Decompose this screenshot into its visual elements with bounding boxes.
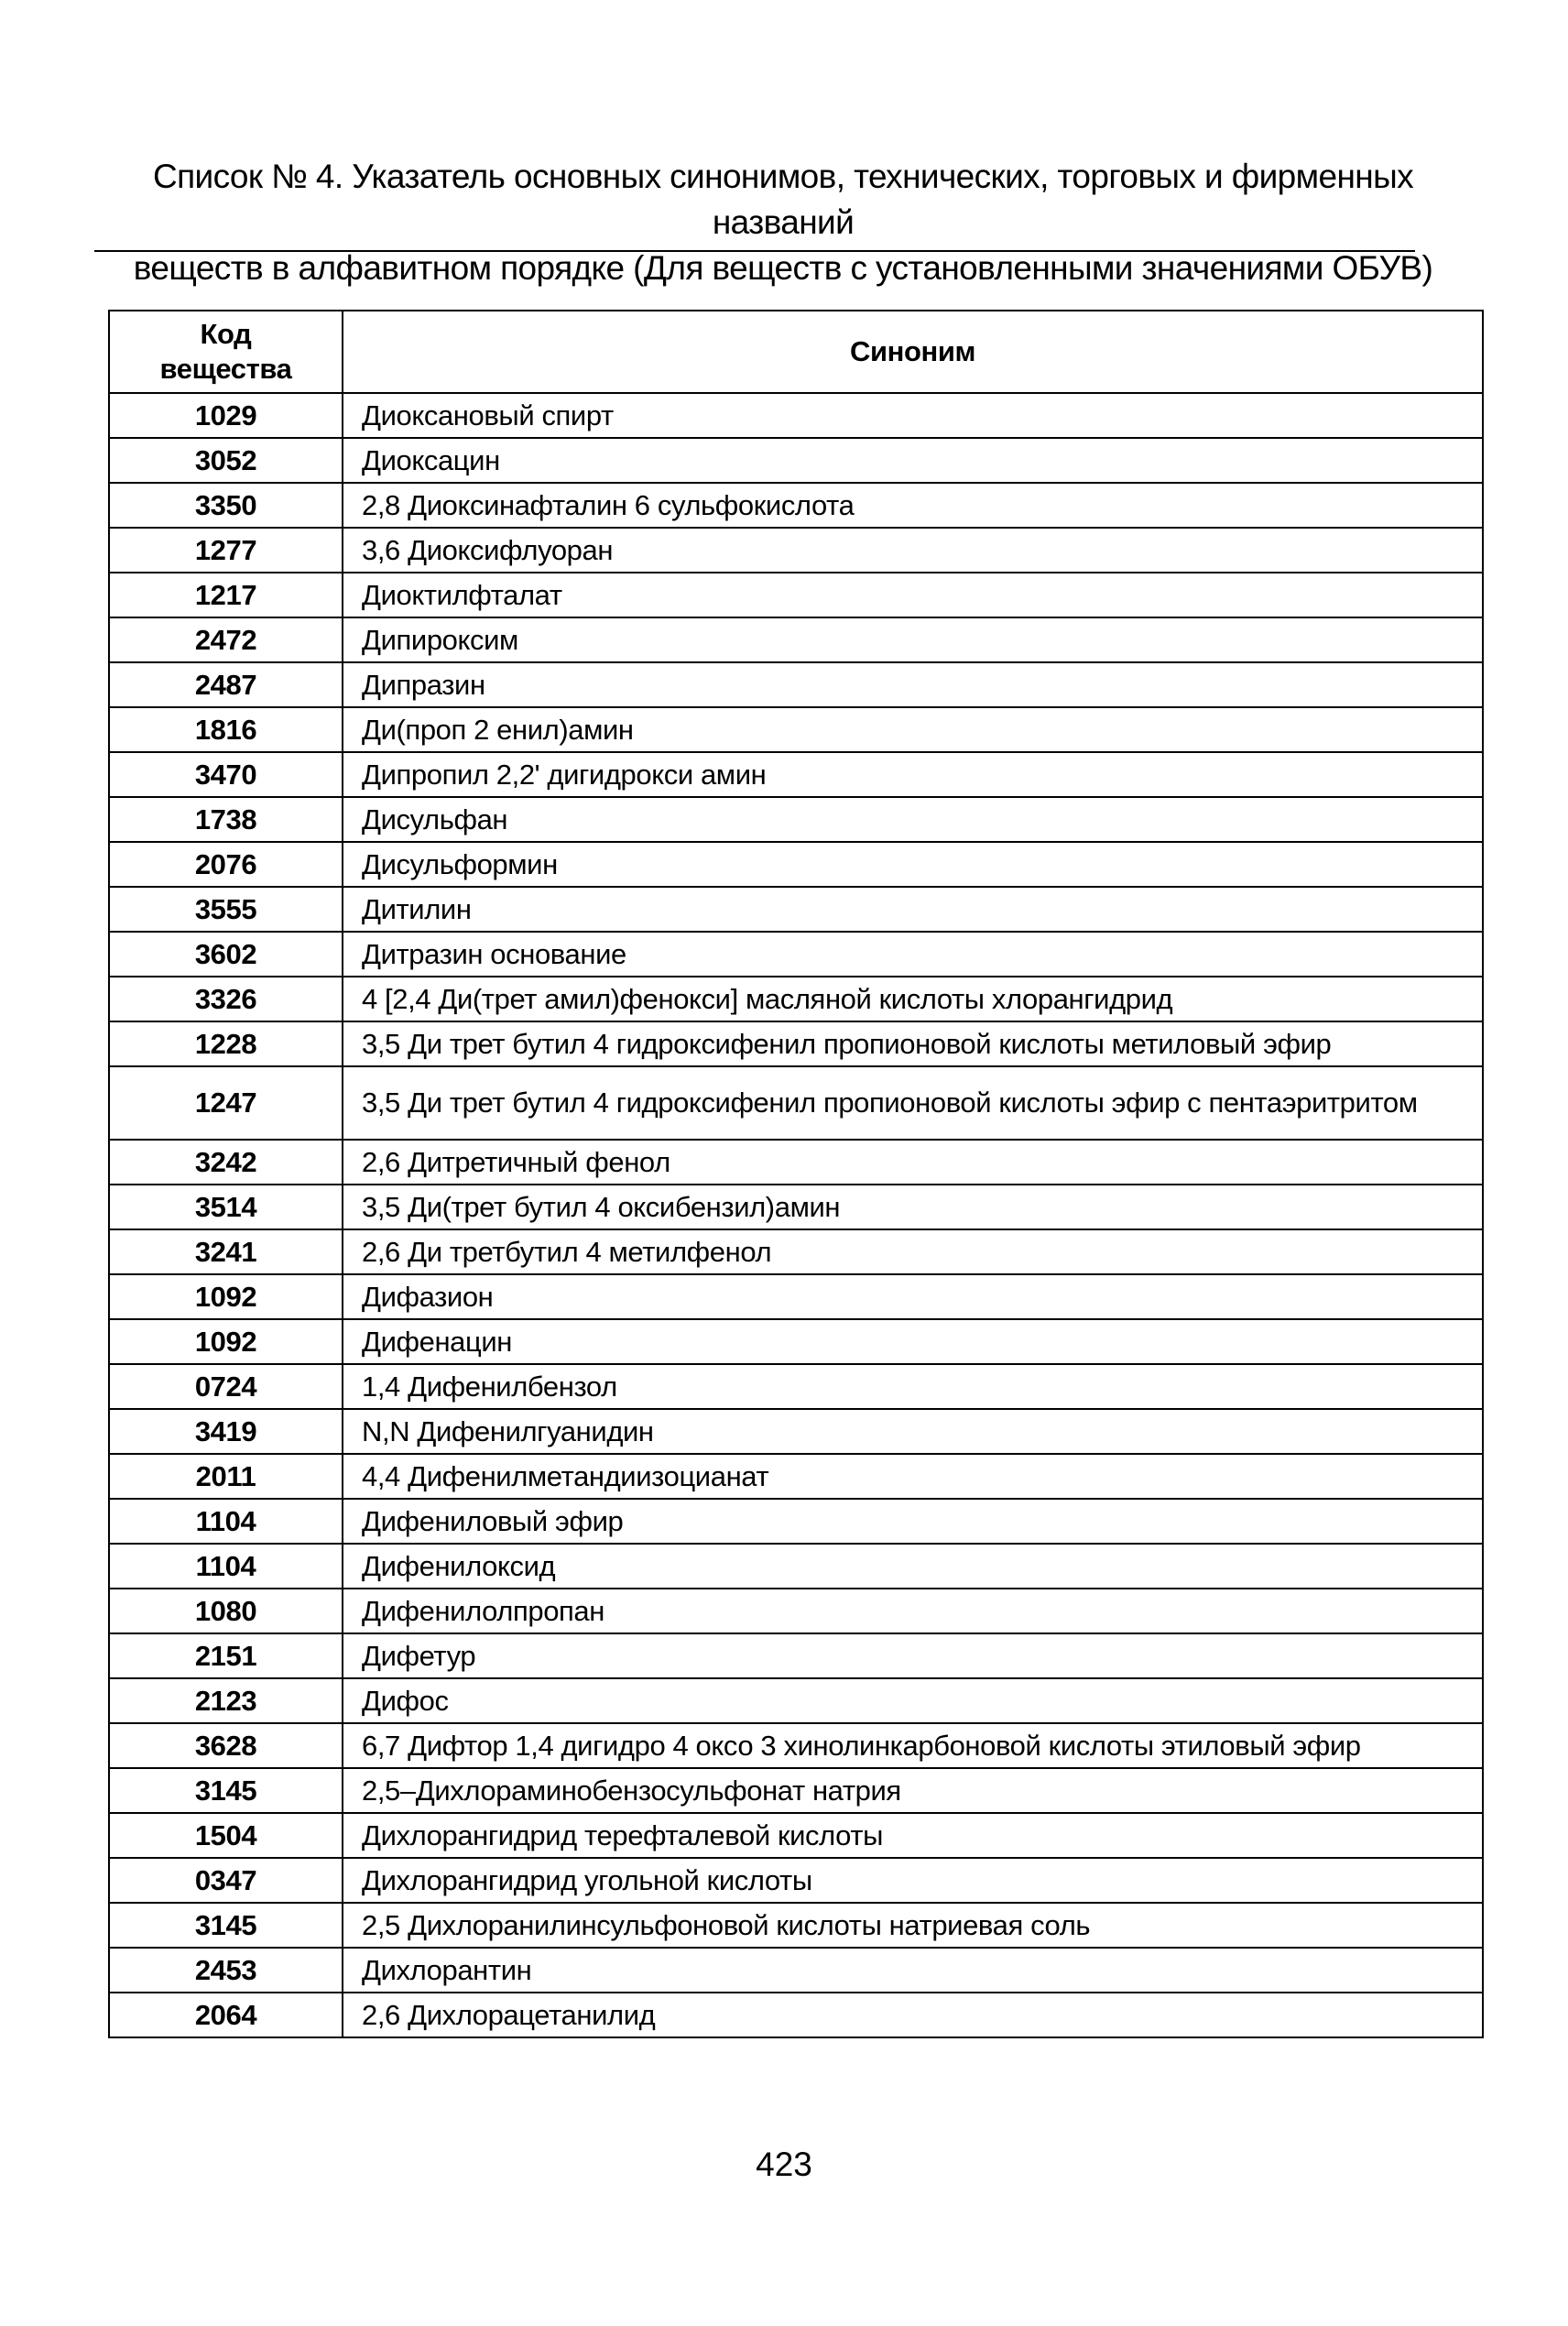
substance-code-cell: 3145 [109, 1768, 343, 1813]
substance-code-cell: 1104 [109, 1499, 343, 1544]
substance-code-cell: 1247 [109, 1066, 343, 1140]
page-title-line-2: веществ в алфавитном порядке (Для веществ с установленными значениями ОБУВ) [133, 249, 1433, 287]
synonym-cell: Дифенилолпропан [343, 1589, 1483, 1633]
substance-code-cell: 3350 [109, 483, 343, 528]
synonym-cell: Дитразин основание [343, 932, 1483, 977]
table-row [109, 1948, 1483, 1993]
synonym-cell: Дифенацин [343, 1319, 1483, 1364]
synonym-cell: 2,5–Дихлораминобензосульфонат натрия [343, 1768, 1483, 1813]
substance-code-cell: 2076 [109, 842, 343, 887]
substance-code-cell: 1738 [109, 797, 343, 842]
column-header-code-line-1: Код [200, 318, 252, 350]
synonym-cell: 3,5 Ди(трет бутил 4 оксибензил)амин [343, 1185, 1483, 1229]
heading-divider [94, 250, 1415, 252]
synonym-cell: Дипразин [343, 662, 1483, 707]
table-header-row [109, 311, 1483, 393]
synonym-cell: Дисульфан [343, 797, 1483, 842]
table-row [109, 1813, 1483, 1858]
synonym-cell: Дифазион [343, 1274, 1483, 1319]
substance-code-cell: 1228 [109, 1021, 343, 1066]
table-row [109, 1993, 1483, 2037]
synonym-cell: 2,6 Ди третбутил 4 метилфенол [343, 1229, 1483, 1274]
substance-code-cell: 3555 [109, 887, 343, 932]
substance-code-cell: 1092 [109, 1319, 343, 1364]
table-row [109, 1499, 1483, 1544]
substance-code-cell: 3419 [109, 1409, 343, 1454]
table-row [109, 617, 1483, 662]
substance-code-cell: 1277 [109, 528, 343, 573]
synonym-cell: 3,5 Ди трет бутил 4 гидроксифенил пропионовой кислоты метиловый эфир [343, 1021, 1483, 1066]
table-row [109, 1903, 1483, 1948]
substance-code-cell: 2123 [109, 1678, 343, 1723]
column-header-code-line-2: вещества [159, 353, 292, 385]
table-row [109, 573, 1483, 617]
substance-code-cell: 2064 [109, 1993, 343, 2037]
substance-code-cell: 1080 [109, 1589, 343, 1633]
substance-code-cell: 3326 [109, 977, 343, 1021]
table-row [109, 1021, 1483, 1066]
synonym-cell: Дифениловый эфир [343, 1499, 1483, 1544]
substance-code-cell: 1092 [109, 1274, 343, 1319]
substance-code-cell: 3241 [109, 1229, 343, 1274]
synonym-cell: Дитилин [343, 887, 1483, 932]
synonym-cell: Дифетур [343, 1633, 1483, 1678]
substance-code-cell: 2472 [109, 617, 343, 662]
synonym-cell: 2,5 Дихлоранилинсульфоновой кислоты натриевая соль [343, 1903, 1483, 1948]
table-row [109, 707, 1483, 752]
synonym-cell: Дихлорантин [343, 1948, 1483, 1993]
table-row [109, 1858, 1483, 1903]
synonym-cell: Дифос [343, 1678, 1483, 1723]
column-header-code [109, 311, 343, 393]
substance-code-cell: 2487 [109, 662, 343, 707]
substance-code-cell: 3514 [109, 1185, 343, 1229]
table-row [109, 483, 1483, 528]
substance-code-cell: 3470 [109, 752, 343, 797]
synonym-cell: 4,4 Дифенилметандиизоцианат [343, 1454, 1483, 1499]
table-row [109, 1633, 1483, 1678]
table-row [109, 1066, 1483, 1140]
synonym-cell: Дипироксим [343, 617, 1483, 662]
table-body [109, 393, 1483, 2037]
synonym-cell: 1,4 Дифенилбензол [343, 1364, 1483, 1409]
table-row [109, 1409, 1483, 1454]
synonym-cell: 2,6 Дихлорацетанилид [343, 1993, 1483, 2037]
synonym-cell: N,N Дифенилгуанидин [343, 1409, 1483, 1454]
substance-code-cell: 3052 [109, 438, 343, 483]
substance-code-cell: 2453 [109, 1948, 343, 1993]
substance-code-cell: 3242 [109, 1140, 343, 1185]
table-row [109, 1274, 1483, 1319]
synonym-cell: Дипропил 2,2' дигидрокси амин [343, 752, 1483, 797]
table-row [109, 1768, 1483, 1813]
synonym-cell: Диоксацин [343, 438, 1483, 483]
synonym-table-container [108, 310, 1482, 2038]
table-row [109, 1723, 1483, 1768]
table-row [109, 1140, 1483, 1185]
substance-code-cell: 1816 [109, 707, 343, 752]
substance-code-cell: 3628 [109, 1723, 343, 1768]
synonym-cell: 3,5 Ди трет бутил 4 гидроксифенил пропионовой кислоты эфир с пентаэритритом [343, 1066, 1483, 1140]
table-row [109, 1229, 1483, 1274]
synonym-table [108, 310, 1484, 2038]
synonym-cell: Дисульформин [343, 842, 1483, 887]
substance-code-cell: 2151 [109, 1633, 343, 1678]
table-row [109, 662, 1483, 707]
page-title-line-1: Список № 4. Указатель основных синонимов, технических, торговых и фирменных названий [152, 158, 1414, 241]
table-row [109, 1544, 1483, 1589]
table-row [109, 1454, 1483, 1499]
substance-code-cell: 1217 [109, 573, 343, 617]
table-row [109, 887, 1483, 932]
table-row [109, 932, 1483, 977]
page-number: 423 [756, 2146, 812, 2183]
synonym-cell: Ди(проп 2 енил)амин [343, 707, 1483, 752]
table-row [109, 977, 1483, 1021]
substance-code-cell: 1104 [109, 1544, 343, 1589]
substance-code-cell: 1029 [109, 393, 343, 438]
table-row [109, 1589, 1483, 1633]
substance-code-cell: 2011 [109, 1454, 343, 1499]
table-row [109, 438, 1483, 483]
table-row [109, 1364, 1483, 1409]
synonym-cell: 4 [2,4 Ди(трет амил)фенокси] масляной кислоты хлорангидрид [343, 977, 1483, 1021]
synonym-cell: 2,8 Диоксинафталин 6 сульфокислота [343, 483, 1483, 528]
substance-code-cell: 3145 [109, 1903, 343, 1948]
synonym-cell: 6,7 Дифтор 1,4 дигидро 4 оксо 3 хинолинкарбоновой кислоты этиловый эфир [343, 1723, 1483, 1768]
table-row [109, 528, 1483, 573]
table-row [109, 393, 1483, 438]
substance-code-cell: 0724 [109, 1364, 343, 1409]
column-header-synonym: Синоним [343, 311, 1483, 393]
table-row [109, 797, 1483, 842]
synonym-cell: 2,6 Дитретичный фенол [343, 1140, 1483, 1185]
synonym-cell: Дифенилоксид [343, 1544, 1483, 1589]
synonym-cell: Диоктилфталат [343, 573, 1483, 617]
table-row [109, 1185, 1483, 1229]
table-row [109, 1678, 1483, 1723]
synonym-cell: Дихлорангидрид угольной кислоты [343, 1858, 1483, 1903]
table-row [109, 1319, 1483, 1364]
substance-code-cell: 0347 [109, 1858, 343, 1903]
synonym-cell: Диоксановый спирт [343, 393, 1483, 438]
table-row [109, 842, 1483, 887]
table-row [109, 752, 1483, 797]
synonym-cell: 3,6 Диоксифлуоран [343, 528, 1483, 573]
synonym-cell: Дихлорангидрид терефталевой кислоты [343, 1813, 1483, 1858]
substance-code-cell: 1504 [109, 1813, 343, 1858]
substance-code-cell: 3602 [109, 932, 343, 977]
page-title [96, 154, 1470, 291]
